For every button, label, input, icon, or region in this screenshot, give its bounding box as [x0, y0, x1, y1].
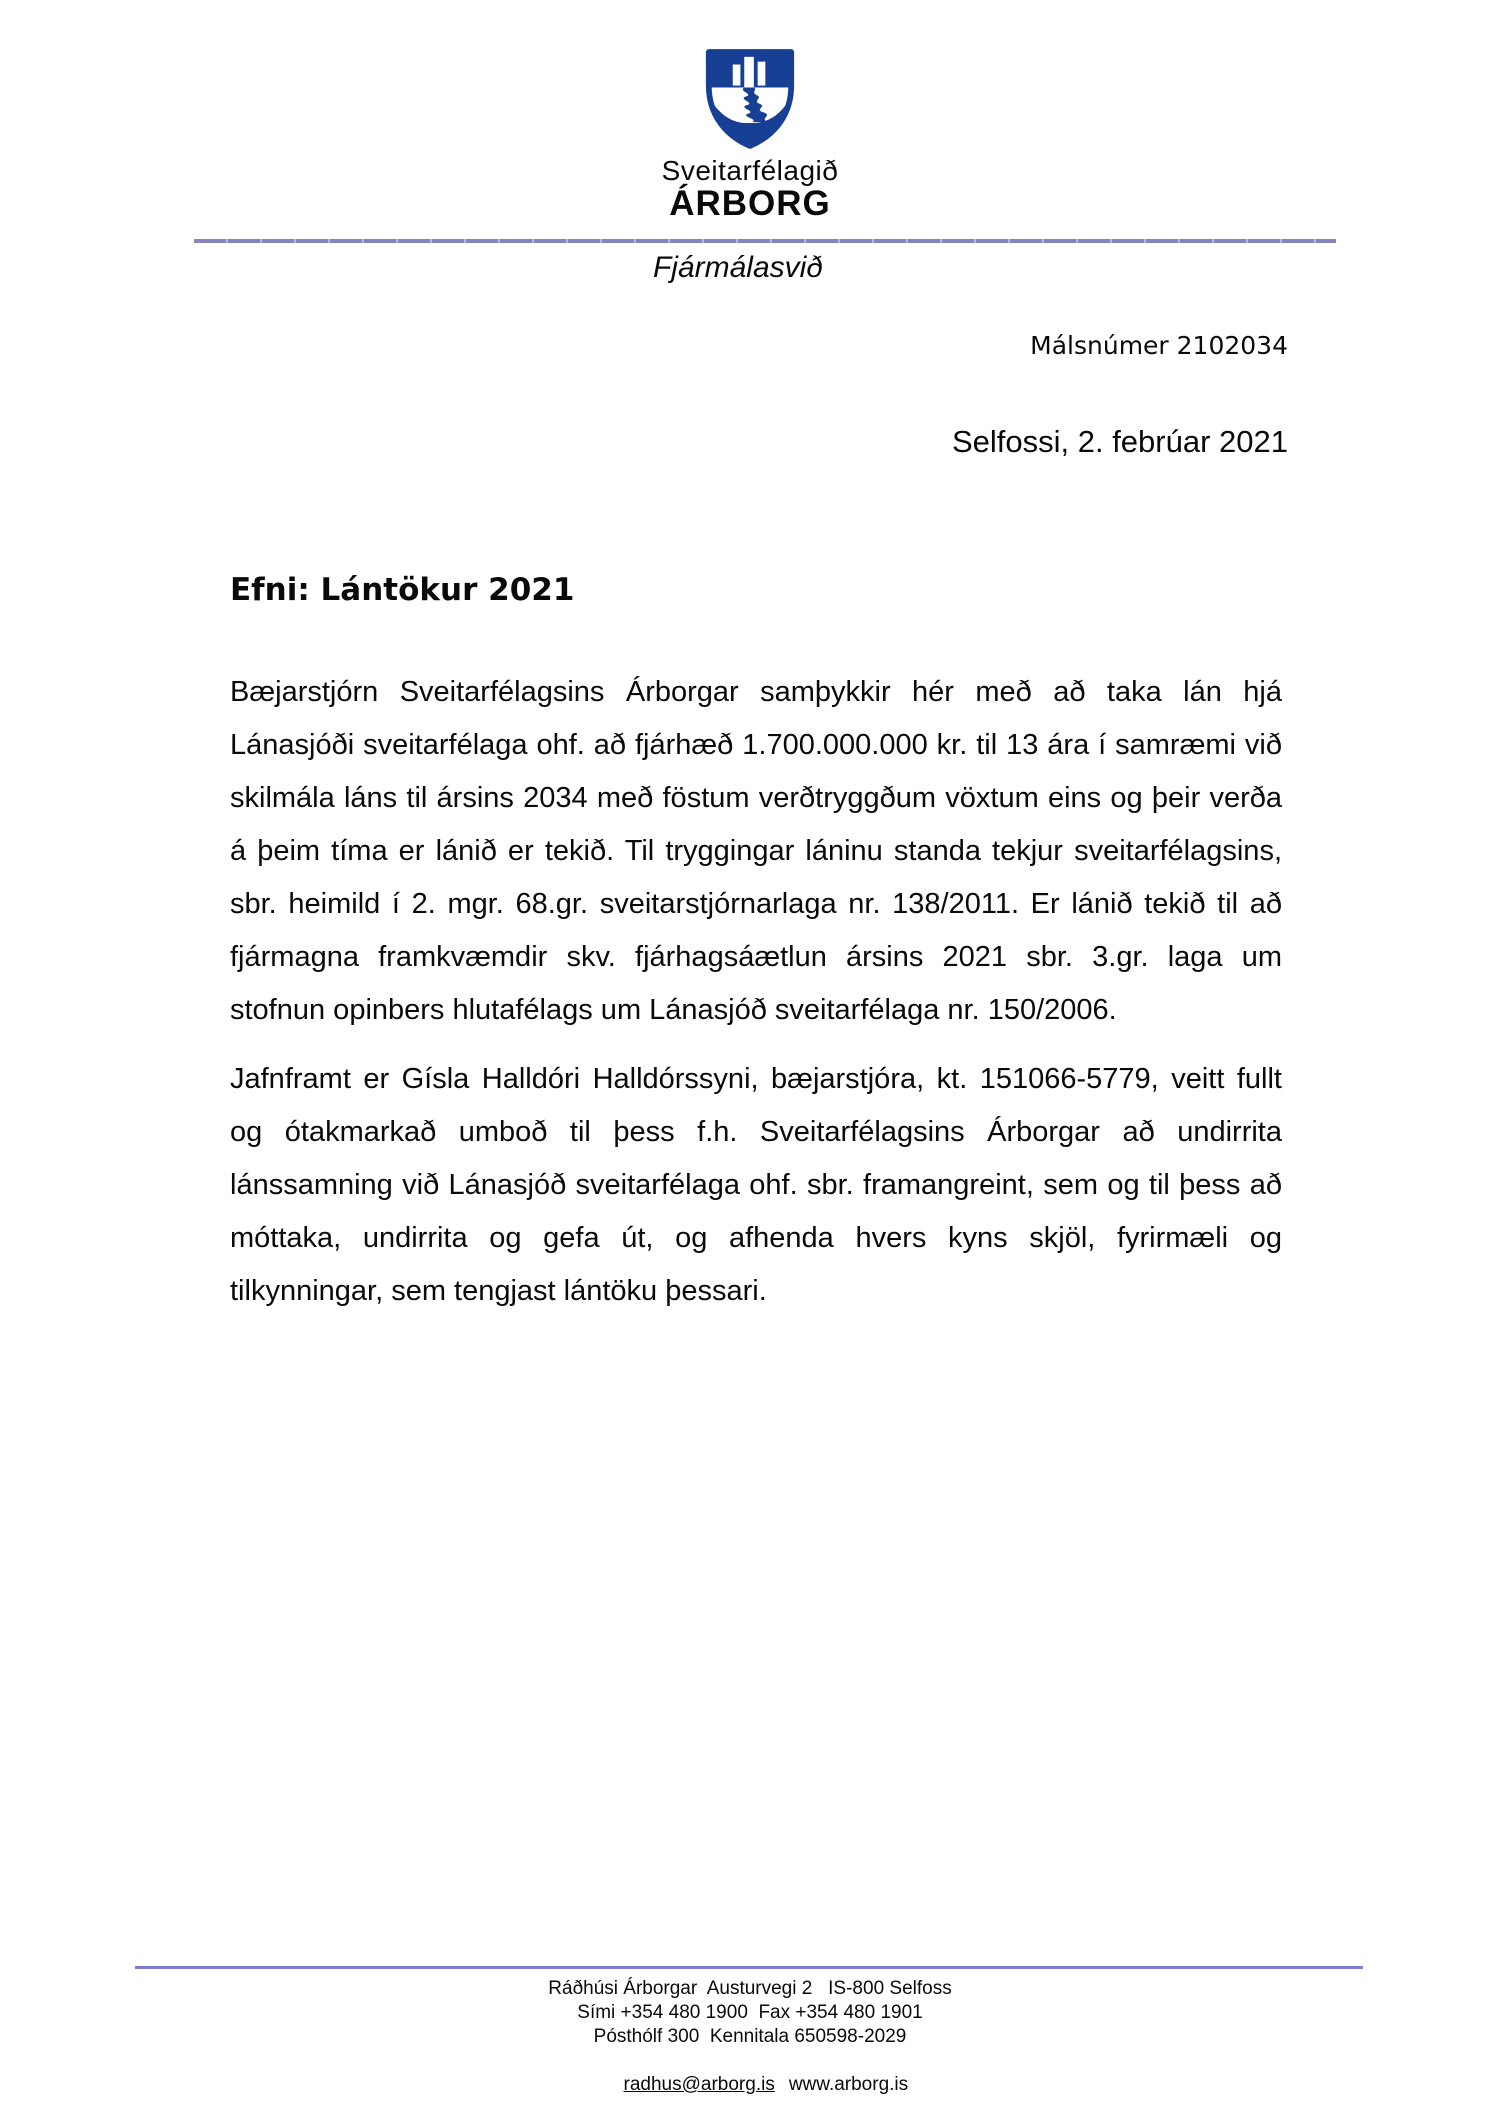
- body-paragraph-2: Jafnframt er Gísla Halldóri Halldórssyni, bæjarstjóra, kt. 151066-5779, veitt fullt og ótakmarkað umboð til þess f.h. Sveitarfélagsins Árborgar að undirrita lánssamning við Lánasjóð sveitarfélaga ohf. sbr. framangreint, sem og til þess að móttaka, undirrita og gefa út, og afhenda hvers kyns skjöl, fyrirmæli og tilkynningar, sem tengjast lántöku þessari.: [230, 1063, 1282, 1307]
- place-and-date: Selfossi, 2. febrúar 2021: [951, 424, 1288, 459]
- body-paragraph-1: Bæjarstjórn Sveitarfélagsins Árborgar samþykkir hér með að taka lán hjá Lánasjóði sveitarfélaga ohf. að fjárhæð 1.700.000.000 kr. til 13 ára í samræmi við skilmála láns til ársins 2034 með föstum verðtryggðum vöxtum eins og þeir verða á þeim tíma er lánið er tekið. Til tryggingar láninu standa tekjur sveitarfélagsins, sbr. heimild í 2. mgr. 68.gr. sveitarstjórnarlaga nr. 138/2011. Er lánið tekið til að fjármagna framkvæmdir skv. fjárhagsáætlun ársins 2021 sbr. 3.gr. laga um stofnun opinbers hlutafélags um Lánasjóð sveitarfélaga nr. 150/2006.: [230, 676, 1282, 1026]
- arborg-coat-of-arms-icon: [704, 48, 796, 150]
- footer-website: www.arborg.is: [788, 2074, 909, 2095]
- footer-contact-line: [0, 2049, 1500, 2121]
- department-label: Fjármálasvið: [652, 251, 824, 284]
- footer-block: [0, 1977, 1500, 2121]
- header-rule: [194, 239, 1336, 243]
- footer-rule: [135, 1966, 1363, 1969]
- footer-phone: Sími +354 480 1900 Fax +354 480 1901: [577, 2002, 923, 2023]
- footer-email-link[interactable]: radhus@arborg.is: [623, 2074, 775, 2095]
- logo-block: [0, 48, 1500, 222]
- org-name-main: ÁRBORG: [669, 184, 831, 223]
- org-name-small: Sveitarfélagið: [661, 155, 839, 186]
- footer-box: Pósthólf 300 Kennitala 650598-2029: [593, 2026, 907, 2047]
- case-number: Málsnúmer 2102034: [1030, 331, 1288, 360]
- subject-heading: Efni: Lántökur 2021: [230, 572, 575, 608]
- footer-address: Ráðhúsi Árborgar Austurvegi 2 IS-800 Selfoss: [548, 1978, 952, 1999]
